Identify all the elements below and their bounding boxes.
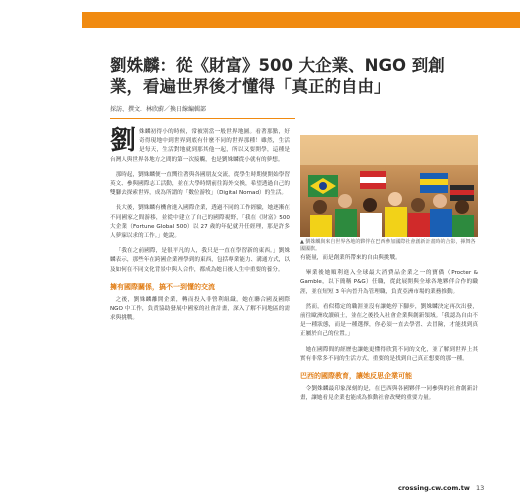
footer-site: crossing.cw.com.tw	[398, 484, 470, 492]
page-footer	[398, 484, 484, 492]
divider	[110, 118, 295, 119]
paragraph: 之後，劉姝麟離開企業，轉而投入非營利組織，她在聯合國及國際 NGO 中工作，負責協助發展中國家的社會計畫，深入了解不同地區的需求與挑戰。	[110, 296, 290, 322]
article-title: 劉姝麟：從《財富》500 大企業、NGO 到創業，看遍世界後才懂得「真正的自由」	[110, 56, 445, 96]
article-column-right	[300, 254, 478, 409]
paragraph: 她在國際間的經歷也讓她更懂得欣賞不同的文化，並了解到世界上其實有非常多不同的生活方式，重要的是找到自己真正想要的那一種。	[300, 346, 478, 362]
paragraph: 然而，看似穩定的職涯並沒有讓她停下腳步，劉姝麟決定再次出發，前往歐洲攻讀碩士，並在之後投入社會企業與創新領域。「我認為自由不是一種狀態，而是一種選擇，你必須一直去學習、去冒險，才能找到真正屬於自己的位置。」	[300, 303, 478, 338]
section-subhead: 擁有國際關係，搞不一到懂的交流	[110, 282, 215, 291]
paragraph: 有能量，而是創業所帶來的自由與挑戰。	[300, 255, 401, 261]
photo-illustration	[300, 135, 478, 237]
article-credits: 採訪、撰文．林欣蔚／換日線編輯部	[110, 106, 207, 113]
page-number: 13	[476, 484, 485, 492]
drop-cap: 劉	[110, 126, 137, 156]
photo-caption: ▲ 劉姝麟與來自世界各地的夥伴在巴西參加國際社會創新計畫時的合影，揮舞各國國旗。	[300, 239, 476, 252]
paragraph: 那時起，劉姝麟便一直嚮往著與各國朋友交流，從學生時期便開始學習英文、參與國際志工活動，並在大學時期前往海外交換，希望透過自己的雙腳去探索世界，成為所謂的「數位游牧」（Digital Nomad）的生活。	[110, 171, 290, 197]
paragraph	[110, 128, 290, 165]
paragraph: 長大後，劉姝麟有機會進入國際企業，透過不同的工作經驗，她逐漸在不同國家之間游移，並從中建立了自己的國際視野，「我在《財富》500 大企業（Fortune Global 500）以 27 歲的年紀就升任經理，那是許多人夢寐以求的工作。」她說。	[110, 205, 290, 240]
paragraph-text: 姝麟初得小的時候，常被別當一般世界地圖。看著那點，好奇得現地中到世界到底有什麼不同的世界那種！雖然，生活是每天，生活對地就到那其他一起，所以又要開學，這種是台灣人與世界各地方之間的第一次接觸，也是劉姝麟從小就有的夢想。	[110, 129, 290, 163]
section-subhead: 巴西的國際教育，讓她反思企業可能	[300, 372, 412, 381]
group-photo	[300, 135, 478, 237]
paragraph: 令劉姝麟最印象深刻的是，在巴西與各國夥伴一同參與的社會創新計畫，讓她看見企業也能成為推動社會改變的重要力量。	[300, 386, 478, 402]
paragraph: 「我在之前國際，是很平凡的人，我只是一直在學習新的東西。」劉姝麟表示，那些年在跨國企業裡學到的東西，包括專業能力、溝通方式，以及如何在不同文化背景中與人合作，都成為她日後人生中重要的養分。	[110, 248, 290, 273]
paragraph: 畢業後她順利進入全球最大消費品企業之一的寶僑（Procter & Gamble，以下簡稱 P&G）任職，從此展開與全球各地夥伴合作的職涯，並在短短 3 年內晉升為管理職，負責亞洲市場的業務推動。	[300, 270, 478, 295]
header-color-bar	[82, 12, 520, 28]
article-column-left	[110, 128, 290, 329]
